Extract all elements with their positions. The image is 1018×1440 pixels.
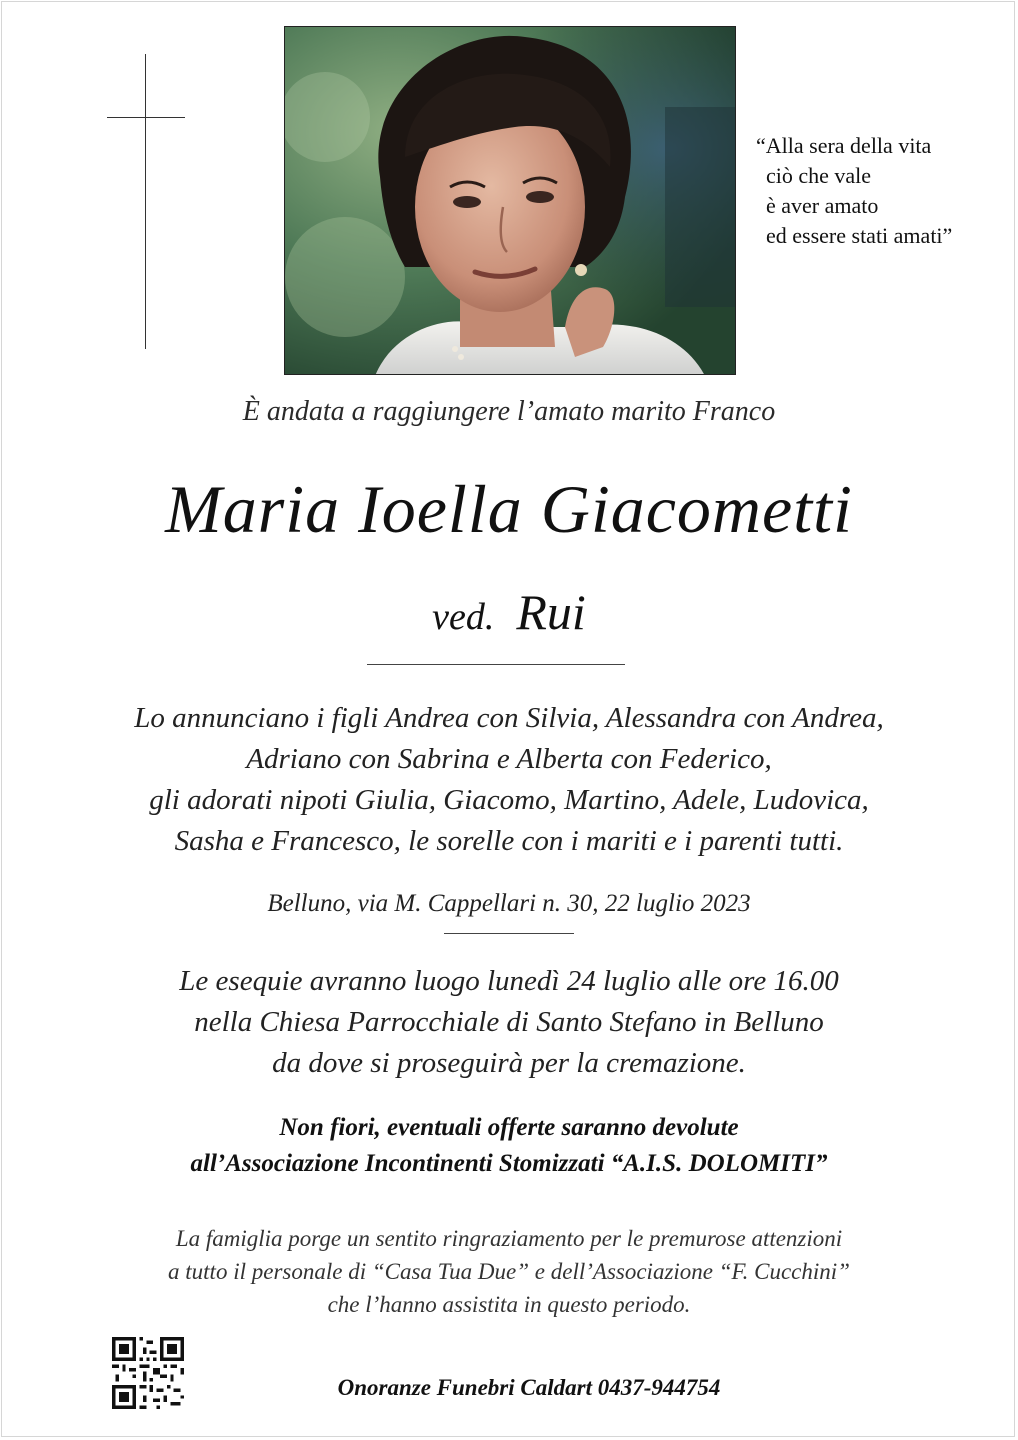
widow-line: [0, 583, 1018, 641]
donations-block: [0, 1110, 1018, 1182]
epigraph-quote: [756, 131, 996, 251]
widow-surname: Rui: [516, 584, 586, 640]
quote-line: “Alla sera della vita: [756, 133, 932, 158]
funeral-home-contact: Onoranze Funebri Caldart 0437-944754: [337, 1375, 721, 1400]
donations-line: Non fiori, eventuali offerte saranno devolute: [279, 1114, 739, 1141]
funeral-line: Le esequie avranno luogo lunedì 24 luglio alle ore 16.00: [179, 965, 839, 997]
funeral-line: nella Chiesa Parrocchiale di Santo Stefano in Belluno: [194, 1006, 824, 1038]
intro-line: È andata a raggiungere l’amato marito Franco: [242, 396, 776, 427]
donations-line: all’Associazione Incontinenti Stomizzati “A.I.S. DOLOMITI”: [190, 1150, 828, 1177]
deceased-name: Maria Ioella Giacometti: [165, 471, 853, 547]
funeral-line: da dove si proseguirà per la cremazione.: [272, 1047, 746, 1079]
cross-icon-bar: [107, 117, 185, 118]
thanks-line: a tutto il personale di “Casa Tua Due” e dell’Associazione “F. Cucchini”: [168, 1259, 850, 1284]
announcement-block: [0, 698, 1018, 862]
thanks-line: La famiglia porge un sentito ringraziamento per le premurose attenzioni: [175, 1226, 843, 1251]
divider: [444, 933, 574, 934]
thanks-block: [0, 1222, 1018, 1321]
quote-line: ciò che vale: [766, 163, 872, 188]
place-date: Belluno, via M. Cappellari n. 30, 22 luglio 2023: [267, 890, 751, 917]
divider: [367, 664, 625, 665]
quote-line: è aver amato: [766, 193, 879, 218]
quote-line: ed essere stati amati”: [766, 223, 953, 248]
announcement-line: Lo annunciano i figli Andrea con Silvia, Alessandra con Andrea,: [134, 702, 884, 734]
announcement-line: Adriano con Sabrina e Alberta con Federico,: [246, 743, 772, 775]
portrait-photo: [284, 26, 736, 375]
announcement-line: gli adorati nipoti Giulia, Giacomo, Martino, Adele, Ludovica,: [149, 784, 869, 816]
widow-prefix: ved.: [432, 596, 495, 638]
cross-icon: [145, 54, 146, 349]
funeral-block: [0, 961, 1018, 1084]
announcement-line: Sasha e Francesco, le sorelle con i mariti e i parenti tutti.: [174, 825, 844, 857]
thanks-line: che l’hanno assistita in questo periodo.: [327, 1292, 691, 1317]
